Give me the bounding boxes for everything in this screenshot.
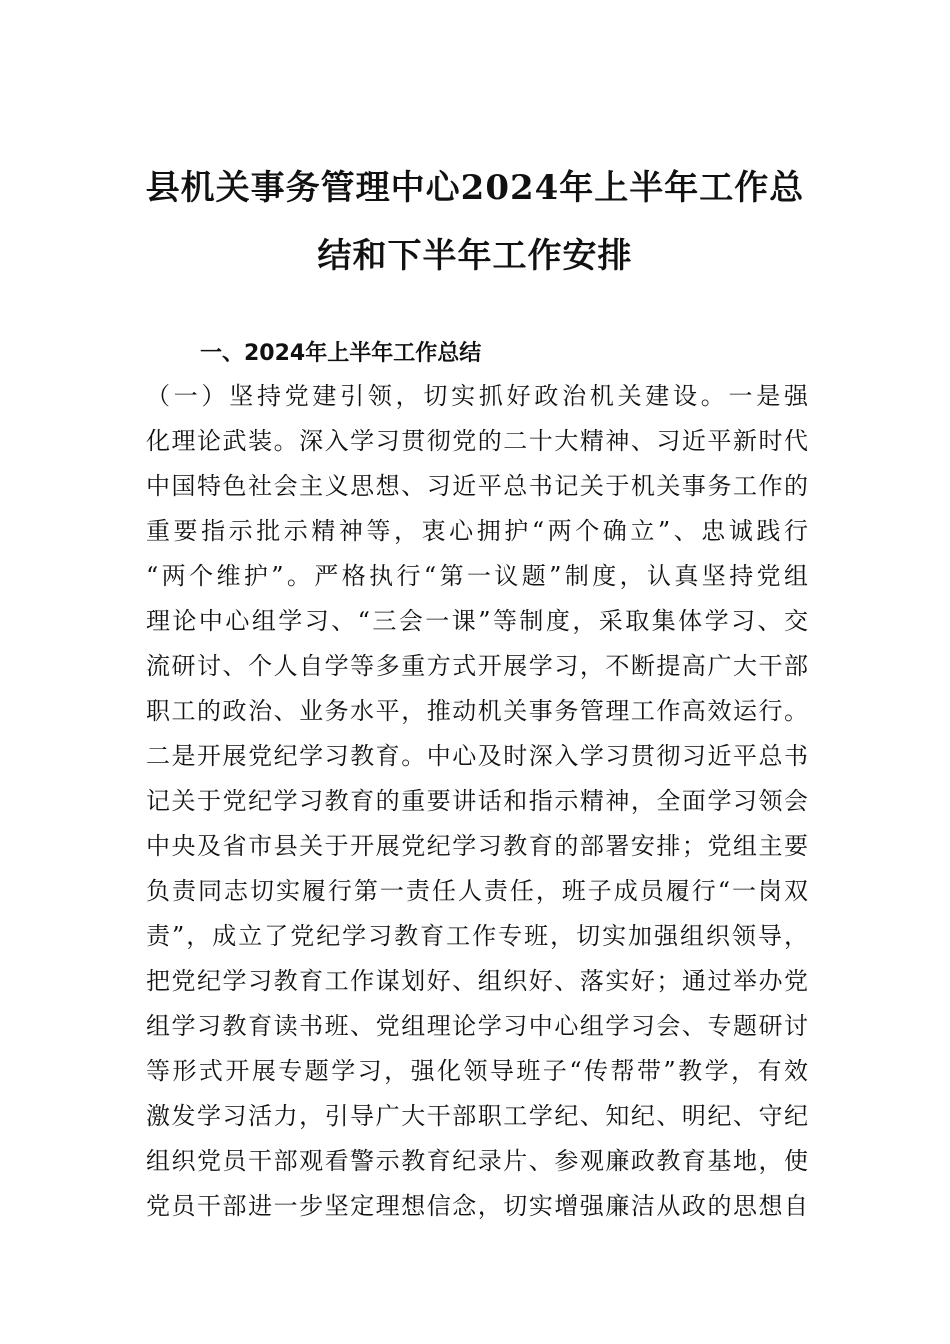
body-line: 中央及省市县关于开展党纪学习教育的部署安排；党组主要 [146,832,808,860]
body-line: 激发学习活力，引导广大干部职工学纪、知纪、明纪、守纪 [146,1102,808,1130]
body-line: 二是开展党纪学习教育。中心及时深入学习贯彻习近平总书 [146,742,808,770]
body-line: 理论中心组学习、“三会一课”等制度，采取集体学习、交 [146,607,808,635]
body-line: 组学习教育读书班、党组理论学习中心组学习会、专题研讨 [146,1012,808,1040]
body-line: 负责同志切实履行第一责任人责任，班子成员履行“一岗双 [146,877,808,905]
body-line: 责”，成立了党纪学习教育工作专班，切实加强组织领导， [146,922,808,950]
body-line: 流研讨、个人自学等多重方式开展学习，不断提高广大干部 [146,652,808,680]
body-line: “两个维护”。严格执行“第一议题”制度，认真坚持党组 [146,562,808,590]
document-title-line-2: 结和下半年工作安排 [317,236,633,276]
body-line: 中国特色社会主义思想、习近平总书记关于机关事务工作的 [146,472,808,500]
body-line: （一）坚持党建引领，切实抓好政治机关建设。一是强 [146,382,808,410]
body-line: 重要指示批示精神等，衷心拥护“两个确立”、忠诚践行 [146,517,808,545]
body-line: 党员干部进一步坚定理想信念，切实增强廉洁从政的思想自 [146,1192,808,1220]
body-line: 把党纪学习教育工作谋划好、组织好、落实好；通过举办党 [146,967,808,995]
body-line: 组织党员干部观看警示教育纪录片、参观廉政教育基地，使 [146,1147,808,1175]
document-title-line-1: 县机关事务管理中心2024年上半年工作总 [145,168,805,208]
section-heading: 一、2024年上半年工作总结 [200,341,482,366]
body-line: 记关于党纪学习教育的重要讲话和指示精神，全面学习领会 [146,787,808,815]
body-line: 等形式开展专题学习，强化领导班子“传帮带”教学，有效 [146,1057,808,1085]
body-line: 化理论武装。深入学习贯彻党的二十大精神、习近平新时代 [146,427,808,455]
body-line: 职工的政治、业务水平，推动机关事务管理工作高效运行。 [146,697,808,725]
